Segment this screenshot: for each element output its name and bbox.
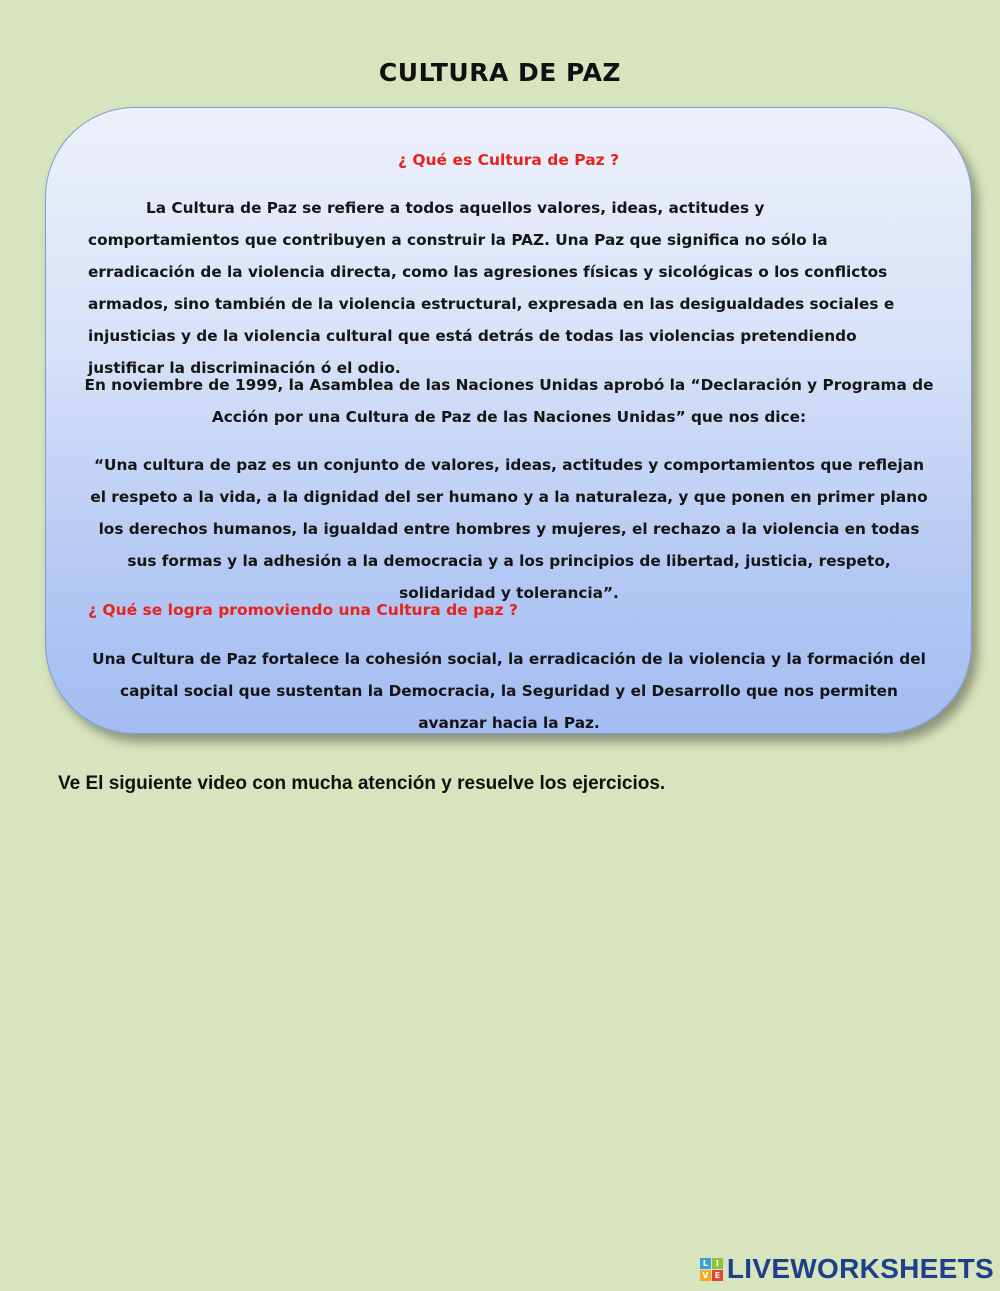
logo-letter-e: E xyxy=(712,1270,723,1281)
un-quote: “Una cultura de paz es un conjunto de valores, ideas, actitudes y comportamientos que reflejan el respeto a la vida, a la dignidad del ser humano y a la naturaleza, y que ponen en primer plano los derechos humanos, la igualdad entre hombres y mujeres, el rechazo a la violencia en todas sus formas y la adhesión a la democracia y a los principios de libertad, justicia, respeto, solidaridad y tolerancia”. xyxy=(90,456,928,602)
question-heading-achievements: ¿ Qué se logra promoviendo una Cultura de paz ? xyxy=(88,601,519,619)
logo-letter-i: I xyxy=(712,1258,723,1269)
liveworksheets-logo-icon xyxy=(700,1258,723,1281)
info-box xyxy=(45,107,972,734)
logo-letter-v: V xyxy=(700,1270,711,1281)
page-title: CULTURA DE PAZ xyxy=(378,58,622,87)
definition-paragraph: La Cultura de Paz se refiere a todos aquellos valores, ideas, actitudes y comportamientos que contribuyen a construir la PAZ. Una Paz que significa no sólo la erradicación de la violencia directa, como las agresiones físicas y sicológicas o los conflictos armados, sino también de la violencia estructural, expresada en las desigualdades sociales e injusticias y de la violencia cultural que está detrás de todas las violencias pretendiendo justificar la discriminación ó el odio. xyxy=(88,199,895,377)
brand-name: LIVEWORKSHEETS xyxy=(726,1253,994,1284)
declaration-paragraph: En noviembre de 1999, la Asamblea de las Naciones Unidas aprobó la “Declaración y Programa de Acción por una Cultura de Paz de las Naciones Unidas” que nos dice: xyxy=(84,376,934,426)
achievements-paragraph: Una Cultura de Paz fortalece la cohesión social, la erradicación de la violencia y la formación del capital social que sustentan la Democracia, la Seguridad y el Desarrollo que nos permiten avanzar hacia la Paz. xyxy=(92,650,926,732)
instruction-text: Ve El siguiente video con mucha atención y resuelve los ejercicios. xyxy=(58,773,666,794)
question-heading-what-is: ¿ Qué es Cultura de Paz ? xyxy=(397,151,620,169)
liveworksheets-brand[interactable] xyxy=(700,1253,994,1285)
logo-letter-l: L xyxy=(700,1258,711,1269)
